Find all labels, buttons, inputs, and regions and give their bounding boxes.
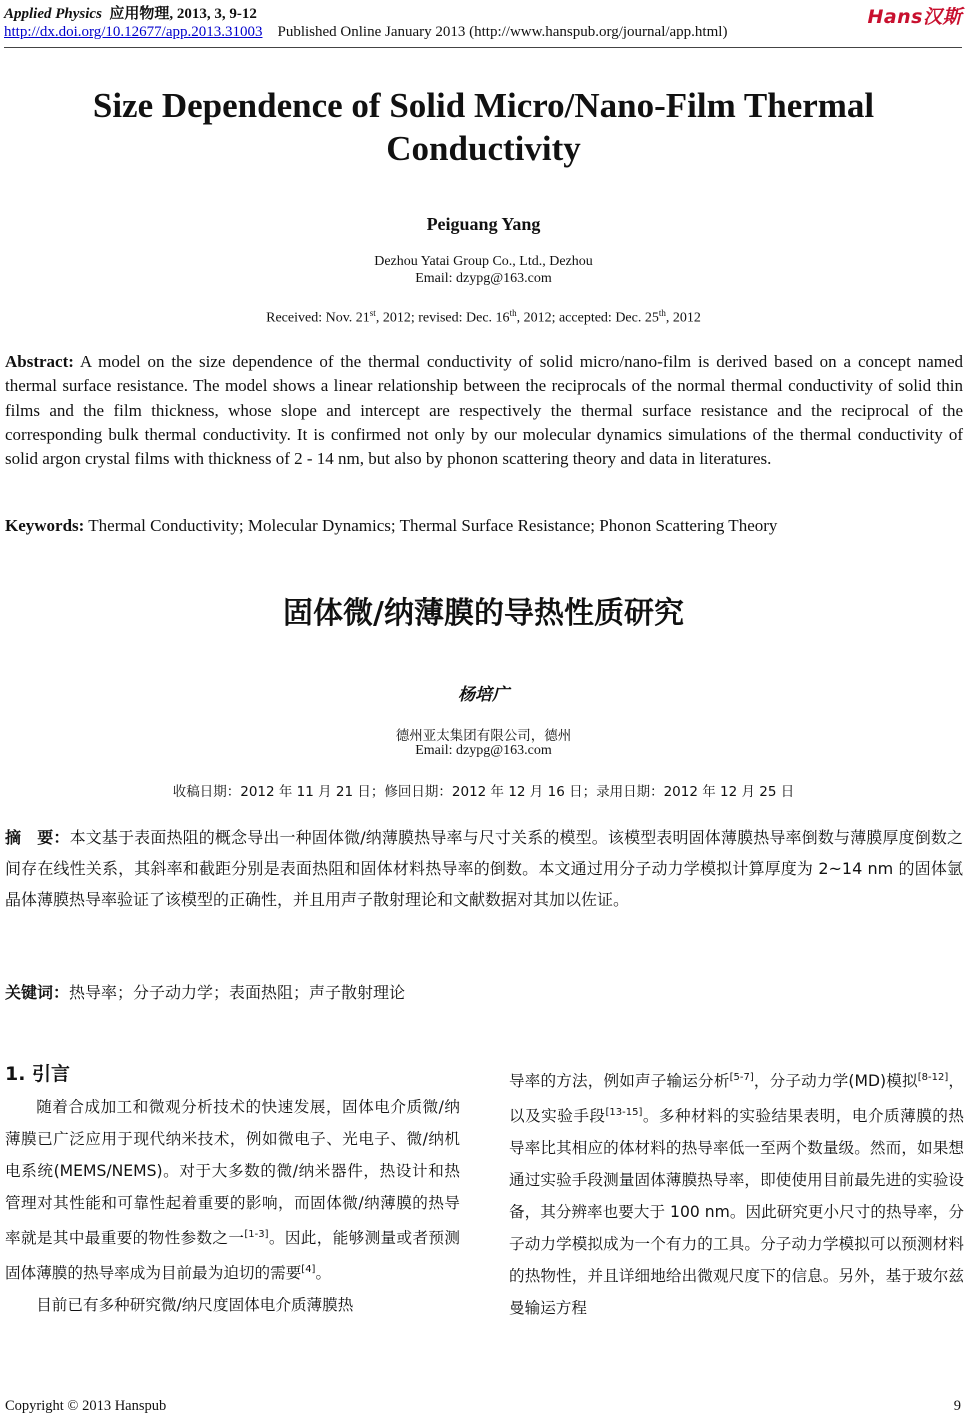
author-name: Peiguang Yang: [426, 214, 541, 234]
citation: [5-7]: [729, 1072, 754, 1083]
keywords-label-cn: 关键词：: [5, 983, 70, 1002]
paper-title-cn: 固体微/纳薄膜的导热性质研究: [283, 596, 684, 631]
abstract-text-cn: 本文基于表面热阻的概念导出一种固体微/纳薄膜热导率与尺寸关系的模型。该模型表明固体薄膜热导率倒数与薄膜厚度倒数之间存在线性关系，其斜率和截距分别是表面热阻和固体材料热导率的倒数。本文通过用分子动力学模拟计算厚度为 2~14 nm 的固体氩晶体薄膜热导率验证了该模型的正确性，并且用声子散射理论和文献数据对其加以佐证。: [5, 828, 963, 909]
received-date: Received: Nov. 21: [266, 310, 370, 326]
affiliation-cn: 德州亚太集团有限公司，德州: [395, 728, 572, 744]
body-column-right: [509, 1062, 964, 1324]
doi-link[interactable]: http://dx.doi.org/10.12677/app.2013.31003: [4, 24, 263, 40]
header-divider: [4, 47, 962, 48]
author-email: Email: dzypg@163.com: [415, 271, 552, 286]
history-dates-cn: 收稿日期：2012 年 11 月 21 日；修回日期：2012 年 12 月 16 日；录用日期：2012 年 12 月 25 日: [172, 784, 795, 800]
affiliation: Dezhou Yatai Group Co., Ltd., Dezhou: [374, 254, 593, 269]
author-name-cn: 杨培广: [458, 685, 509, 705]
paragraph: [5, 1091, 460, 1289]
paragraph-text: 。因此，能够测量或者预测固体薄膜的热导率成为目前最为迫切的需要: [5, 1229, 460, 1283]
paragraph: 目前已有多种研究微/纳尺度固体电介质薄膜热: [36, 1296, 354, 1315]
abstract-label-cn: 摘 要：: [5, 828, 70, 847]
page-number: 9: [953, 1398, 961, 1414]
abstract-en: [5, 350, 963, 471]
paragraph-text: ，分子动力学(MD)模拟: [753, 1072, 918, 1091]
abstract-label: Abstract:: [5, 352, 74, 371]
accepted-date: , 2012; accepted: Dec. 25: [516, 310, 659, 326]
accepted-sup: th: [658, 308, 666, 318]
footer-copyright: Copyright © 2013 Hanspub: [5, 1398, 167, 1414]
published-info: Published Online January 2013 (http://www.hanspub.org/journal/app.html): [277, 24, 728, 40]
dates-tail: , 2012: [665, 310, 701, 326]
history-dates: [0, 308, 967, 327]
citation: [13-15]: [605, 1107, 643, 1119]
citation: [1-3]: [244, 1229, 269, 1240]
paper-title: Size Dependence of Solid Micro/Nano-Film Thermal Conductivity: [92, 86, 875, 168]
paragraph-text: ，以及实验手段: [509, 1072, 964, 1126]
keywords-cn: [5, 980, 963, 1003]
keywords-text: Thermal Conductivity; Molecular Dynamics; Thermal Surface Resistance; Phonon Scattering Theory: [88, 516, 778, 535]
abstract-text: A model on the size dependence of the thermal conductivity of solid micro/nano-film is derived based on a concept named thermal surface resistance. The model shows a linear relationship between the reciprocals of the normal thermal conductivity of solid thin films and the film thickness, whose slope and intercept are respectively the thermal surface resistance and the reciprocal of the corresponding bulk thermal conductivity. It is confirmed not only by our molecular dynamics simulations of the thermal conductivity of solid argon crystal films with thickness of 2 - 14 nm, but also by phonon scattering theory and data in literatures.: [5, 352, 964, 469]
paragraph-text: 随着合成加工和微观分析技术的快速发展，固体电介质微/纳薄膜已广泛应用于现代纳米技术，例如微电子、光电子、微/纳机电系统(MEMS/NEMS)。对于大多数的微/纳米器件，热设计和热管理对其性能和可靠性起着重要的影响，而固体微/纳薄膜的热导率就是其中最重要的物性参数之一: [5, 1098, 460, 1248]
citation: [4]: [301, 1264, 316, 1276]
journal-name-cn: 应用物理, 2013, 3, 9-12: [109, 6, 257, 22]
paragraph: [509, 1062, 964, 1324]
paragraph-text: 导率的方法，例如声子输运分析: [509, 1072, 730, 1091]
hans-logo: Hans汉斯: [867, 6, 962, 28]
doi-line: [4, 24, 727, 41]
keywords-label: Keywords:: [5, 516, 85, 535]
body-column-left: [5, 1058, 460, 1321]
paragraph-text: 。多种材料的实验结果表明，电介质薄膜的热导率比其相应的体材料的热导率低一至两个数量级。然而，如果想通过实验手段测量固体薄膜热导率，即使使用目前最先进的实验设备，其分辨率也要大于 100 nm。因此研究更小尺寸的热导率，分子动力学模拟成为一个有力的工具。分子动力学模拟可以预测材料的热物性，并且详细地给出微观尺度下的信息。另外，基于玻尔兹曼输运方程: [509, 1107, 964, 1318]
page-header: [4, 2, 962, 48]
abstract-cn: [5, 822, 963, 915]
received-sup: st: [369, 308, 376, 318]
journal-name-en: Applied Physics: [4, 6, 102, 22]
journal-citation: [4, 2, 257, 23]
keywords-en: [5, 515, 963, 537]
keywords-text-cn: 热导率；分子动力学；表面热阻；声子散射理论: [69, 983, 406, 1002]
citation: [8-12]: [917, 1072, 949, 1083]
revised-date: , 2012; revised: Dec. 16: [375, 310, 510, 326]
author-email-cn: Email: dzypg@163.com: [415, 743, 552, 758]
section-heading: 1. 引言: [5, 1063, 71, 1085]
revised-sup: th: [509, 308, 517, 318]
paragraph-text: 。: [315, 1264, 332, 1283]
